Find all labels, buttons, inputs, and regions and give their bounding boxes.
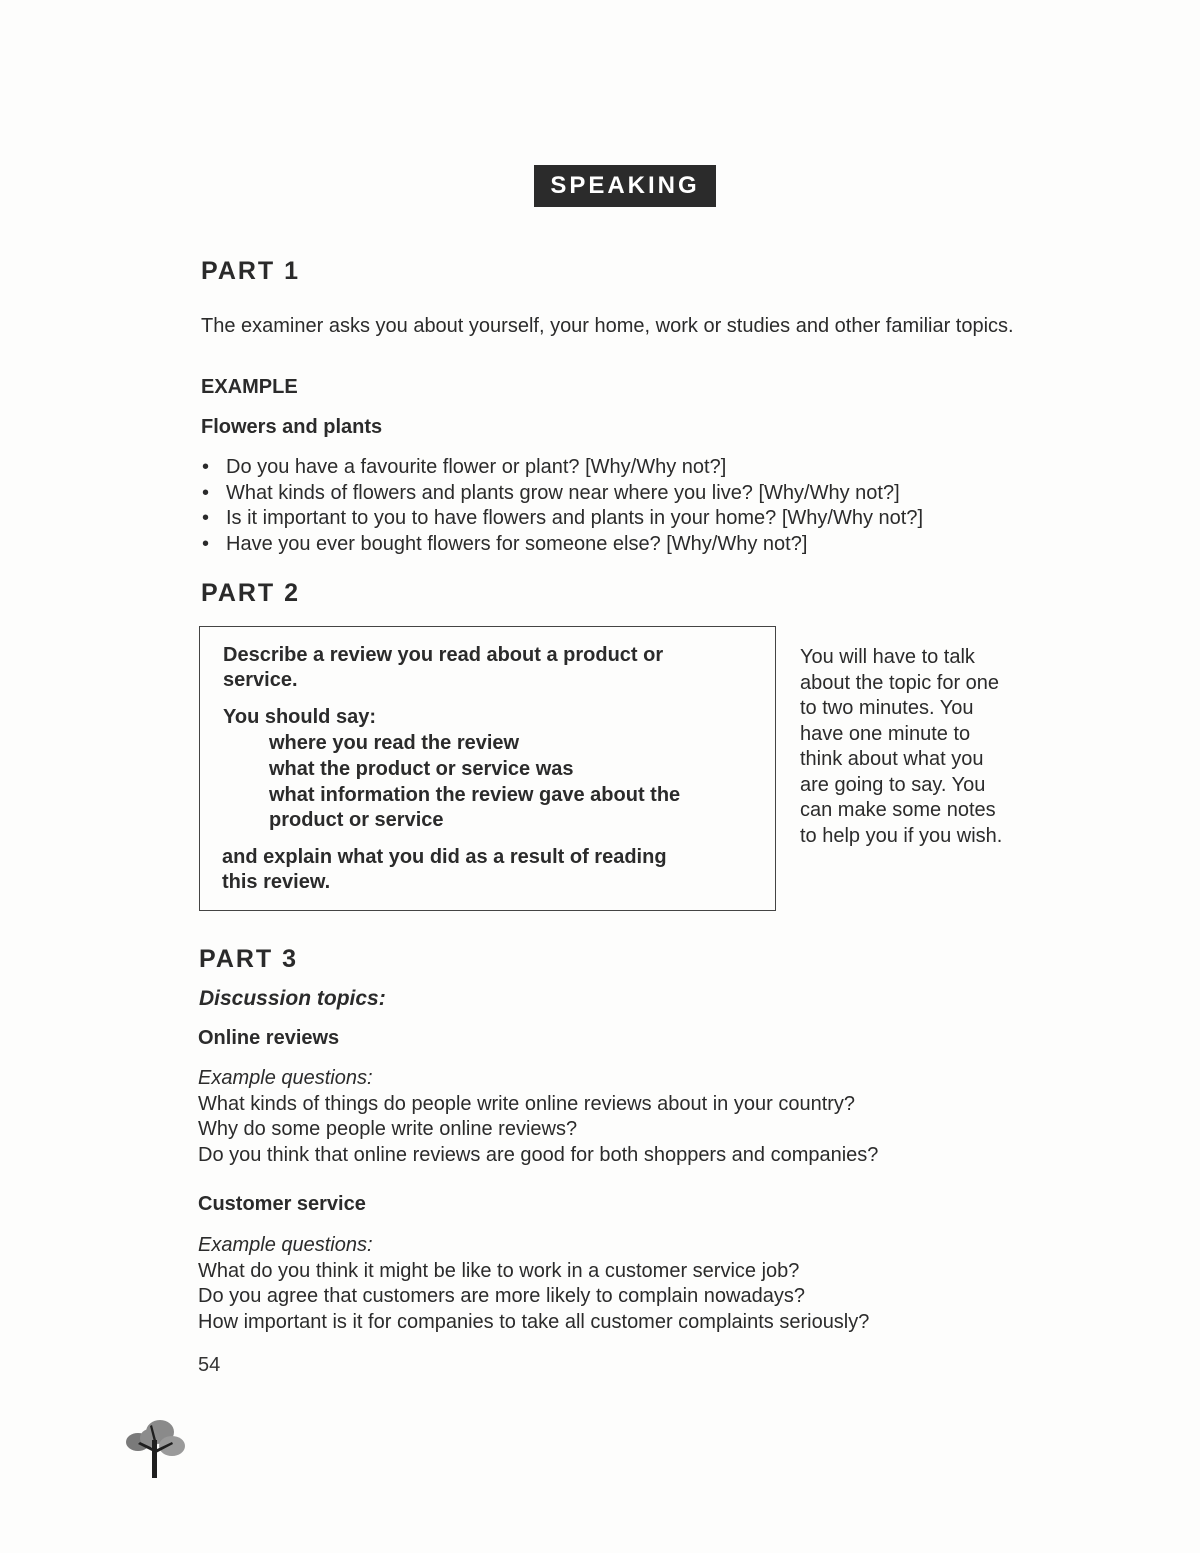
cue-explain-line1: and explain what you did as a result of reading xyxy=(222,846,667,868)
side-note-line: are going to say. You xyxy=(800,773,986,796)
should-say-label: You should say: xyxy=(223,706,376,728)
topic-title-customer-service: Customer service xyxy=(198,1193,366,1215)
part1-topic: Flowers and plants xyxy=(201,416,383,438)
part3-heading: PART 3 xyxy=(199,945,299,973)
part1-intro: The examiner asks you about yourself, your home, work or studies and other familiar topics. xyxy=(201,315,1014,337)
example-questions-label: Example questions: xyxy=(198,1067,373,1089)
list-item: • What kinds of flowers and plants grow near where you live? [Why/Why not?] xyxy=(200,481,1100,507)
list-item: • Do you have a favourite flower or plant? [Why/Why not?] xyxy=(200,455,1100,481)
page-number: 54 xyxy=(198,1354,221,1376)
cue-title-line1: Describe a review you read about a product or xyxy=(223,644,664,666)
list-item: What do you think it might be like to work in a customer service job? xyxy=(198,1259,800,1282)
side-note-line: can make some notes xyxy=(800,799,996,821)
cue-point: product or service xyxy=(269,809,444,831)
example-questions-label: Example questions: xyxy=(198,1234,373,1256)
online-reviews-questions xyxy=(198,1066,1098,1168)
part2-side-note xyxy=(800,645,1030,849)
side-note-line: to two minutes. You xyxy=(800,697,974,719)
side-note-line: You will have to talk xyxy=(800,646,975,668)
side-note-line: about the topic for one xyxy=(800,671,1000,694)
list-item: • Is it important to you to have flowers and plants in your home? [Why/Why not?] xyxy=(200,506,1100,532)
tree-icon xyxy=(120,1412,190,1482)
list-item: How important is it for companies to take all customer complaints seriously? xyxy=(198,1310,870,1333)
list-item: Do you agree that customers are more likely to complain nowadays? xyxy=(198,1285,805,1307)
list-item: • Have you ever bought flowers for someone else? [Why/Why not?] xyxy=(200,532,1100,558)
section-badge: SPEAKING xyxy=(534,165,716,207)
cue-point: what the product or service was xyxy=(269,758,574,780)
discussion-label: Discussion topics: xyxy=(199,987,386,1010)
part1-heading: PART 1 xyxy=(201,257,301,285)
customer-service-questions xyxy=(198,1233,1098,1335)
cue-explain-line2: this review. xyxy=(222,871,331,893)
cue-point: what information the review gave about the xyxy=(269,784,681,806)
cue-title-line2: service. xyxy=(223,669,298,691)
example-label: EXAMPLE xyxy=(201,376,298,398)
list-item: Why do some people write online reviews? xyxy=(198,1118,578,1140)
part2-heading: PART 2 xyxy=(201,579,301,607)
topic-title-online-reviews: Online reviews xyxy=(198,1027,340,1049)
cue-point: where you read the review xyxy=(269,732,520,754)
side-note-line: have one minute to xyxy=(800,722,971,745)
side-note-line: think about what you xyxy=(800,748,984,770)
side-note-line: to help you if you wish. xyxy=(800,824,1003,847)
list-item: Do you think that online reviews are good for both shoppers and companies? xyxy=(198,1143,879,1166)
list-item: What kinds of things do people write online reviews about in your country? xyxy=(198,1092,856,1115)
part1-question-list xyxy=(200,455,1100,557)
